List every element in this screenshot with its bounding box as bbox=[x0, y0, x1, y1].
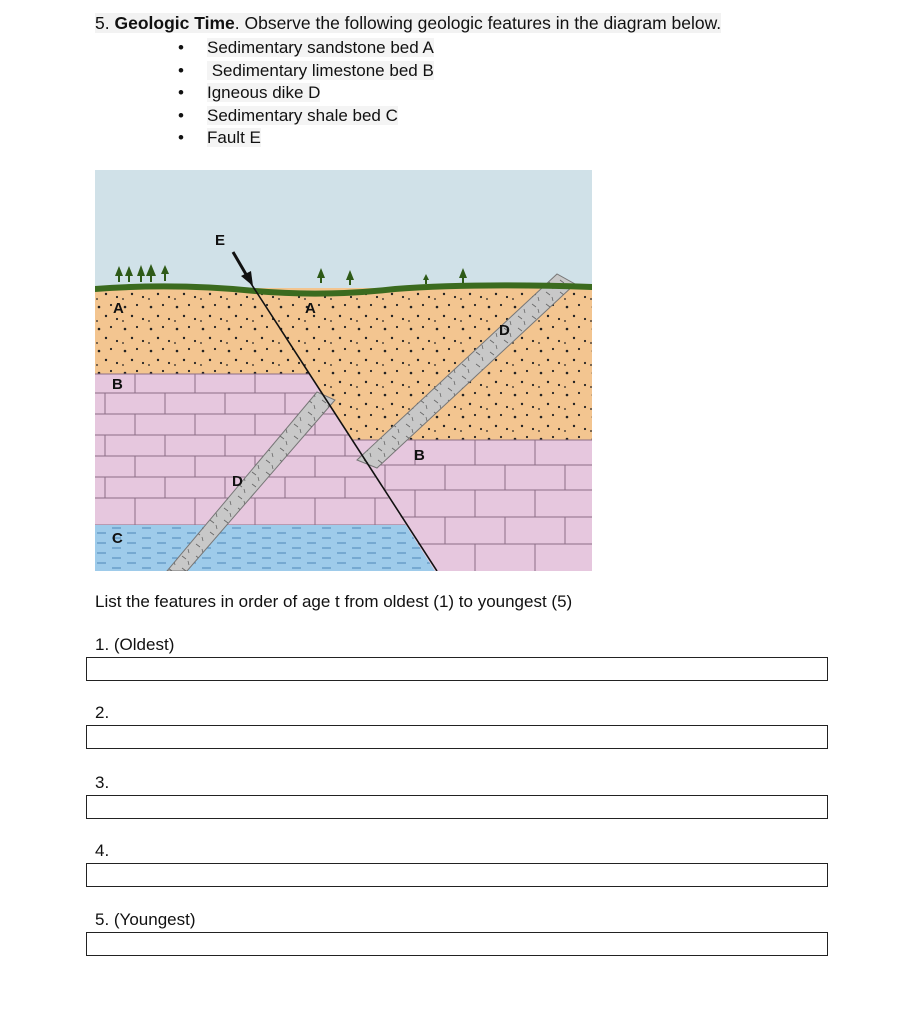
question-prompt: . Observe the following geologic features in the diagram below. bbox=[234, 13, 722, 33]
bullet-icon: • bbox=[178, 83, 184, 103]
geologic-cross-section-diagram bbox=[95, 170, 592, 571]
instructions: List the features in order of age t from oldest (1) to youngest (5) bbox=[95, 592, 573, 611]
list-item bbox=[178, 105, 434, 128]
answer-field-1[interactable] bbox=[86, 657, 828, 681]
bullet-icon: • bbox=[178, 38, 184, 57]
feature-limestone: Sedimentary limestone bed B bbox=[207, 60, 434, 80]
label-e: E bbox=[215, 232, 226, 249]
feature-sandstone: Sedimentary sandstone bed A bbox=[207, 38, 434, 57]
label-c: C bbox=[112, 530, 123, 547]
answer-field-2[interactable] bbox=[86, 725, 828, 749]
bullet-icon: • bbox=[178, 105, 184, 125]
answer-label-3: 3. bbox=[95, 773, 110, 792]
list-item bbox=[178, 37, 434, 60]
bullet-icon: • bbox=[178, 60, 184, 80]
list-item bbox=[178, 60, 434, 83]
feature-fault: Fault E bbox=[207, 128, 261, 148]
label-a-right: A bbox=[305, 300, 316, 317]
answer-label-2: 2. bbox=[95, 703, 110, 722]
label-a-left: A bbox=[113, 300, 124, 317]
feature-shale: Sedimentary shale bed C bbox=[207, 105, 398, 125]
answer-label-1: 1. (Oldest) bbox=[95, 635, 175, 654]
feature-list bbox=[178, 37, 434, 150]
answer-field-5[interactable] bbox=[86, 932, 828, 956]
sky bbox=[95, 170, 592, 290]
question-heading bbox=[95, 13, 721, 34]
answer-label-4: 4. bbox=[95, 841, 110, 860]
answer-field-4[interactable] bbox=[86, 863, 828, 887]
list-item bbox=[178, 127, 434, 150]
bullet-icon: • bbox=[178, 128, 184, 148]
label-d-right: D bbox=[499, 322, 510, 339]
question-number: 5. bbox=[95, 13, 110, 33]
label-b-right: B bbox=[414, 447, 425, 464]
answer-field-3[interactable] bbox=[86, 795, 828, 819]
feature-dike: Igneous dike D bbox=[207, 83, 321, 103]
label-d-left: D bbox=[232, 473, 243, 490]
question-title: Geologic Time bbox=[114, 13, 235, 33]
label-b-left: B bbox=[112, 376, 123, 393]
answer-label-5: 5. (Youngest) bbox=[95, 910, 196, 929]
list-item bbox=[178, 82, 434, 105]
